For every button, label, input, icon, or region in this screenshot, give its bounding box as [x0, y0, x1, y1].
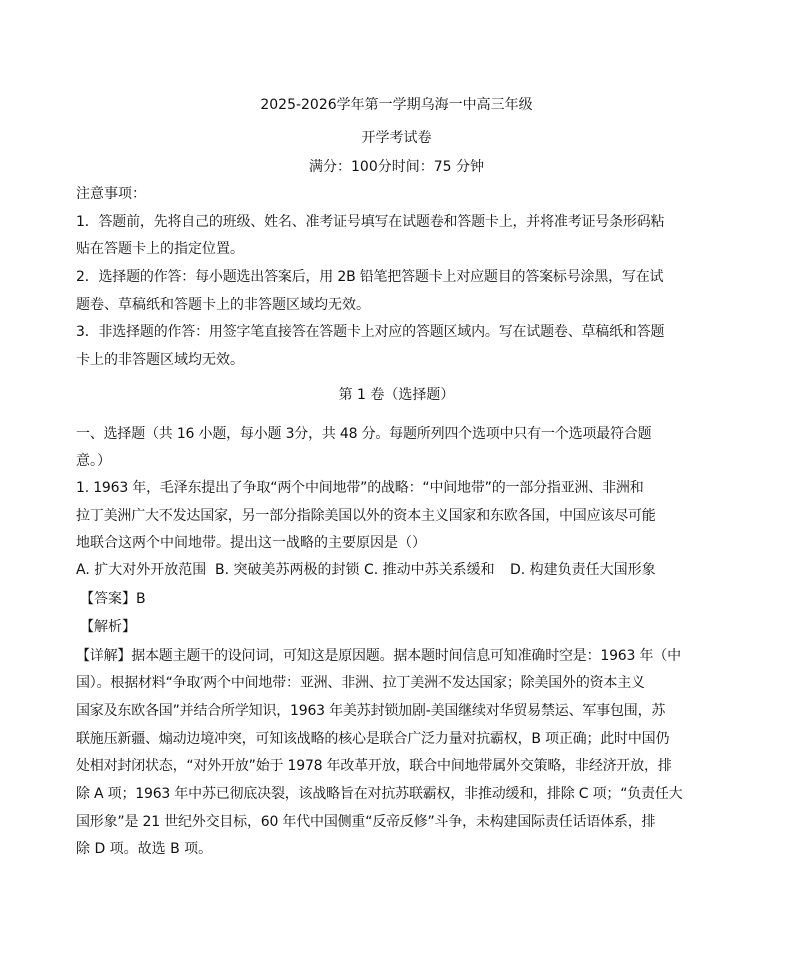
question-1-stem-line-1: 1. 1963 年，毛泽东提出了争取“两个中间地带”的战略：“中间地带”的一部分指亚洲、非洲和: [76, 480, 644, 496]
note-2-line-2: 题卷、草稿纸和答题卡上的非答题区域均无效。: [76, 297, 370, 313]
question-1-detail-line-4: 联施压新疆、煽动边境冲突，可知该战略的核心是联合广泛力量对抗霸权，B 项正确；此时中国仍: [76, 731, 670, 747]
section-instructions-line-2: 意。）: [76, 453, 111, 469]
question-1-option-b: B. 突破美苏两极的封锁: [215, 562, 360, 578]
question-1-option-a: A. 扩大对外开放范围: [76, 562, 207, 578]
question-1-stem-line-3: 地联合这两个中间地带。提出这一战略的主要原因是（）: [76, 535, 426, 551]
section-instructions-line-1: 一、选择题（共 16 小题，每小题 3分，共 48 分。每题所列四个选项中只有一个选项最符合题: [76, 426, 652, 442]
question-1-detail-line-3: 国家及东欧各国”并结合所学知识，1963 年美苏封锁加剧-美国继续对华贸易禁运、军事包围，苏: [76, 703, 666, 719]
note-2-line-1: 2．选择题的作答：每小题选出答案后，用 2B 铅笔把答题卡上对应题目的答案标号涂黑，写在试: [76, 269, 664, 285]
question-1-detail-line-2: 国）。根据材料“争取′两个中间地带：亚洲、非洲、拉丁美洲不发达国家；除美国外的资本主义: [76, 675, 645, 691]
score-time: 满分：100分时间：75 分钟: [309, 159, 484, 175]
question-1-analysis-heading: 【解析】: [80, 619, 136, 635]
exam-title: 2025-2026学年第一学期乌海一中高三年级: [260, 97, 533, 113]
question-1-option-d: D. 构建负责任大国形象: [510, 562, 656, 578]
notes-heading: 注意事项：: [76, 186, 146, 202]
question-1-detail-line-8: 除 D 项。故选 B 项。: [76, 841, 213, 857]
exam-subtitle: 开学考试卷: [361, 130, 432, 146]
question-1-answer: 【答案】B: [80, 591, 146, 607]
note-3-line-2: 卡上的非答题区域均无效。: [76, 352, 244, 368]
question-1-detail-line-5: 处相对封闭状态，“对外开放”始于 1978 年改革开放，联合中间地带属外交策略，非经济开放，排: [76, 758, 672, 774]
question-1-option-c: C. 推动中苏关系缓和: [364, 562, 495, 578]
question-1-detail-line-7: 国形象”是 21 世纪外交目标，60 年代中国侧重“反帝反修”斗争，未构建国际责任话语体系，排: [76, 814, 656, 830]
section-title: 第 1 卷（选择题）: [338, 387, 455, 403]
question-1-detail-line-1: 【详解】据本题主题干的设问词，可知这是原因题。据本题时间信息可知准确时空是：1963 年（中: [76, 648, 681, 664]
note-1-line-2: 贴在答题卡上的指定位置。: [76, 241, 244, 257]
note-3-line-1: 3．非选择题的作答：用签字笔直接答在答题卡上对应的答题区域内。写在试题卷、草稿纸和答题: [76, 324, 665, 340]
question-1-stem-line-2: 拉丁美洲广大不发达国家，另一部分指除美国以外的资本主义国家和东欧各国，中国应该尽可能: [76, 508, 656, 524]
note-1-line-1: 1．答题前，先将自己的班级、姓名、准考证号填写在试题卷和答题卡上，并将准考证号条形码粘: [76, 214, 665, 230]
question-1-detail-line-6: 除 A 项；1963 年中苏已彻底决裂，该战略旨在对抗苏联霸权，非推动缓和，排除 C 项；“负责任大: [76, 786, 683, 802]
